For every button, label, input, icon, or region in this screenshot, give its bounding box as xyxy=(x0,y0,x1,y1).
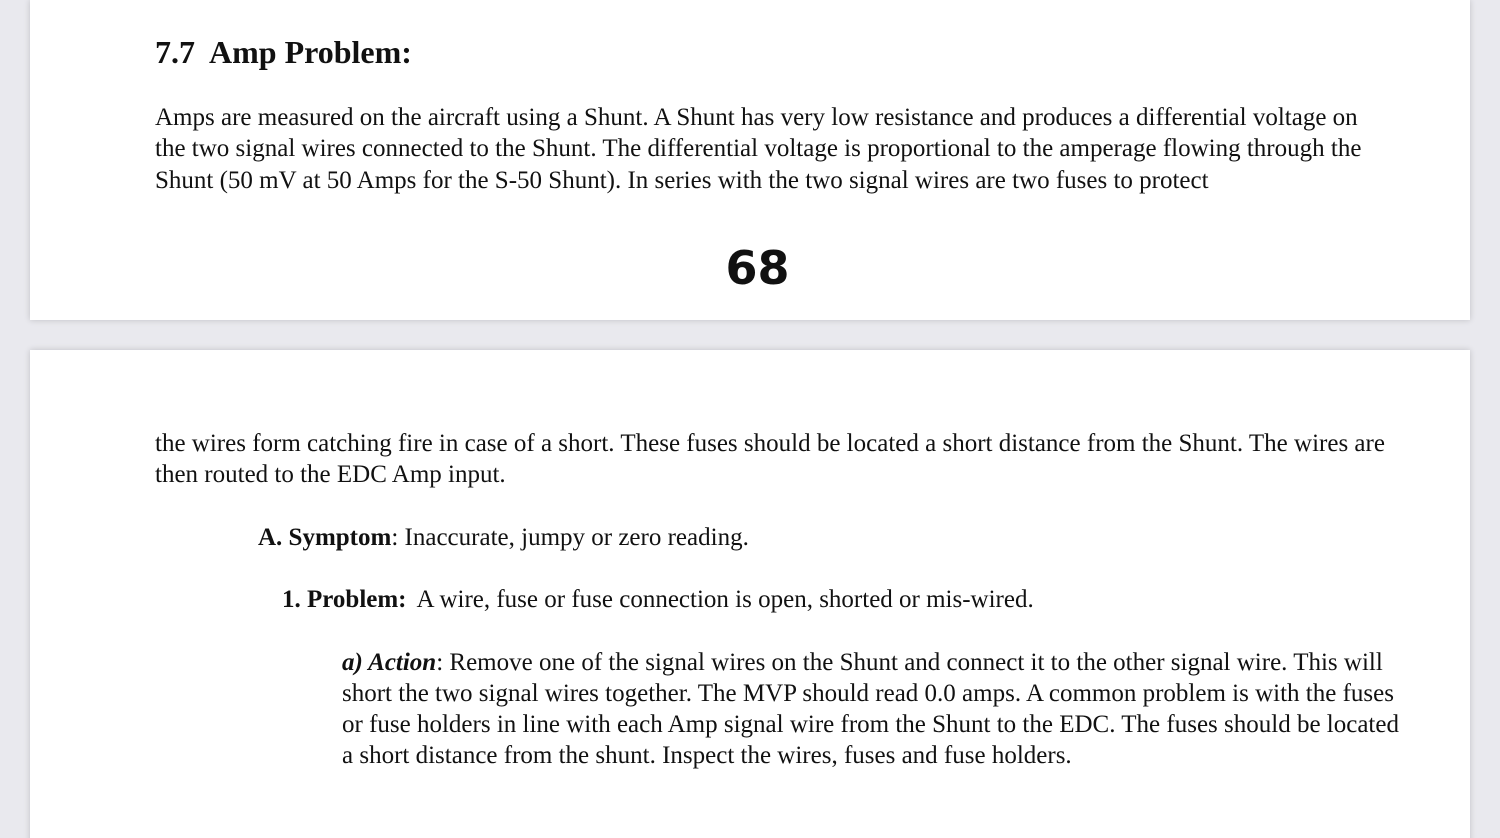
section-number: 7.7 xyxy=(155,34,195,70)
problem-label: 1. Problem: xyxy=(282,586,407,613)
symptom-text: : Inaccurate, jumpy or zero reading. xyxy=(391,524,749,551)
page-68 xyxy=(30,0,1470,320)
page-number: 68 xyxy=(725,241,790,295)
symptom-line xyxy=(258,522,749,553)
action-label: a) Action xyxy=(342,649,437,676)
page-69 xyxy=(30,350,1470,838)
action-text: : Remove one of the signal wires on the Shunt and connect it to the other signal wire. This will short the two signal wires together. The MVP should read 0.0 amps. A common problem is with the fuses or fuse holders in line with each Amp signal wire from the Shunt to the EDC. The fuses should be located a short distance from the shunt. Inspect the wires, fuses and fuse holders. xyxy=(342,649,1399,769)
continued-paragraph: the wires form catching fire in case of a short. These fuses should be located a short distance from the Shunt. The wires are then routed to the EDC Amp input. xyxy=(155,430,1385,489)
action-paragraph xyxy=(342,647,1407,771)
symptom-label: A. Symptom xyxy=(258,524,392,551)
intro-paragraph: Amps are measured on the aircraft using a Shunt. A Shunt has very low resistance and produces a differential voltage on the two signal wires connected to the Shunt. The differential voltage is proportional to the amperage flowing through the Shunt (50 mV at 50 Amps for the S-50 Shunt). In series with the two signal wires are two fuses to protect xyxy=(155,104,1362,194)
section-heading xyxy=(155,34,412,70)
problem-text: A wire, fuse or fuse connection is open, shorted or mis-wired. xyxy=(416,586,1034,613)
section-title: Amp Problem: xyxy=(209,34,412,70)
problem-line xyxy=(282,584,1034,615)
